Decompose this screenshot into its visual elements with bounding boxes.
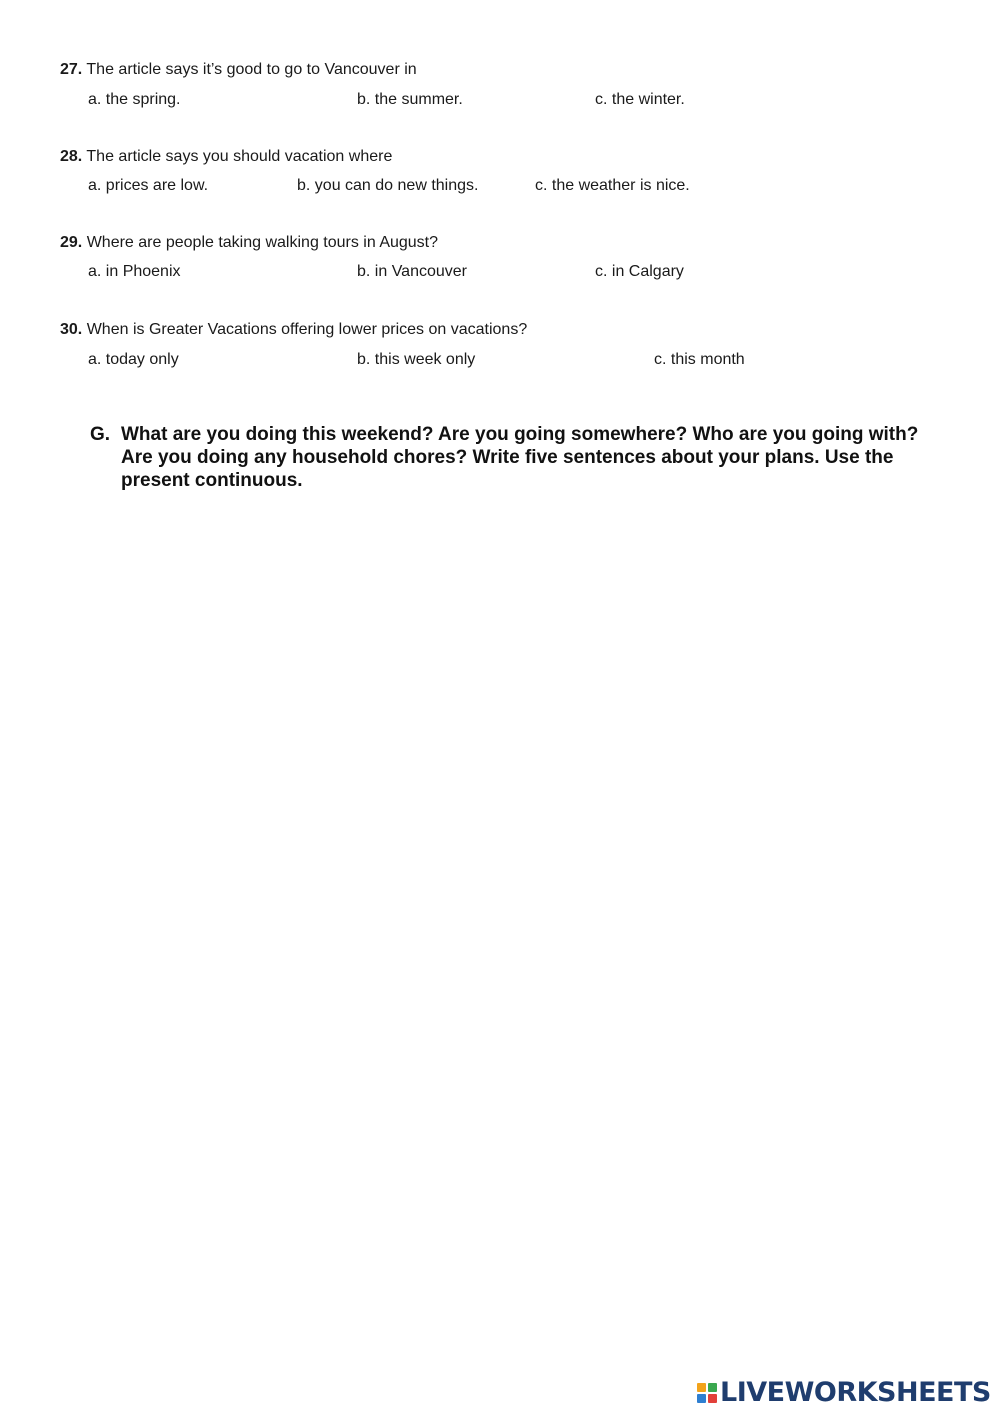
option-b[interactable]: b. the summer. xyxy=(357,91,463,108)
section-g xyxy=(90,423,930,492)
logo-text: LIVEWORKSHEETS xyxy=(720,1377,991,1408)
option-b[interactable]: b. in Vancouver xyxy=(357,263,467,280)
question-number: 28. xyxy=(60,148,83,165)
question-27 xyxy=(60,60,940,108)
question-text: When is Greater Vacations offering lower prices on vacations? xyxy=(86,321,528,338)
question-number: 29. xyxy=(60,234,83,251)
question-number: 30. xyxy=(60,321,83,338)
question-text: The article says you should vacation where xyxy=(86,148,393,165)
question-text: The article says it’s good to go to Vancouver in xyxy=(86,61,417,78)
logo-block xyxy=(708,1394,717,1403)
option-a[interactable]: a. the spring. xyxy=(88,91,181,108)
option-a[interactable]: a. prices are low. xyxy=(88,177,209,194)
logo-block xyxy=(697,1394,706,1403)
option-b[interactable]: b. this week only xyxy=(357,351,476,368)
question-number: 27. xyxy=(60,61,83,78)
question-29-stem xyxy=(60,233,940,253)
option-a[interactable]: a. in Phoenix xyxy=(88,263,181,280)
question-29 xyxy=(60,233,940,280)
section-g-prompt: What are you doing this weekend? Are you going somewhere? Who are you going with? Are you doing any household chores? Write five sentences about your plans. Use the present continuous. xyxy=(121,424,919,491)
logo-block xyxy=(708,1383,717,1392)
question-28-stem xyxy=(60,147,940,167)
question-30-stem xyxy=(60,320,940,340)
option-c[interactable]: c. this month xyxy=(654,351,745,368)
question-27-stem xyxy=(60,60,940,80)
option-b[interactable]: b. you can do new things. xyxy=(297,177,479,194)
option-c[interactable]: c. in Calgary xyxy=(595,263,684,280)
logo-block xyxy=(697,1383,706,1392)
liveworksheets-logo[interactable] xyxy=(697,1378,991,1408)
option-c[interactable]: c. the winter. xyxy=(595,91,685,108)
question-30 xyxy=(60,320,940,368)
section-letter: G. xyxy=(90,424,111,445)
option-a[interactable]: a. today only xyxy=(88,351,179,368)
option-c[interactable]: c. the weather is nice. xyxy=(535,177,690,194)
question-text: Where are people taking walking tours in August? xyxy=(86,234,439,251)
logo-mark-icon xyxy=(697,1383,717,1403)
question-28 xyxy=(60,147,940,194)
